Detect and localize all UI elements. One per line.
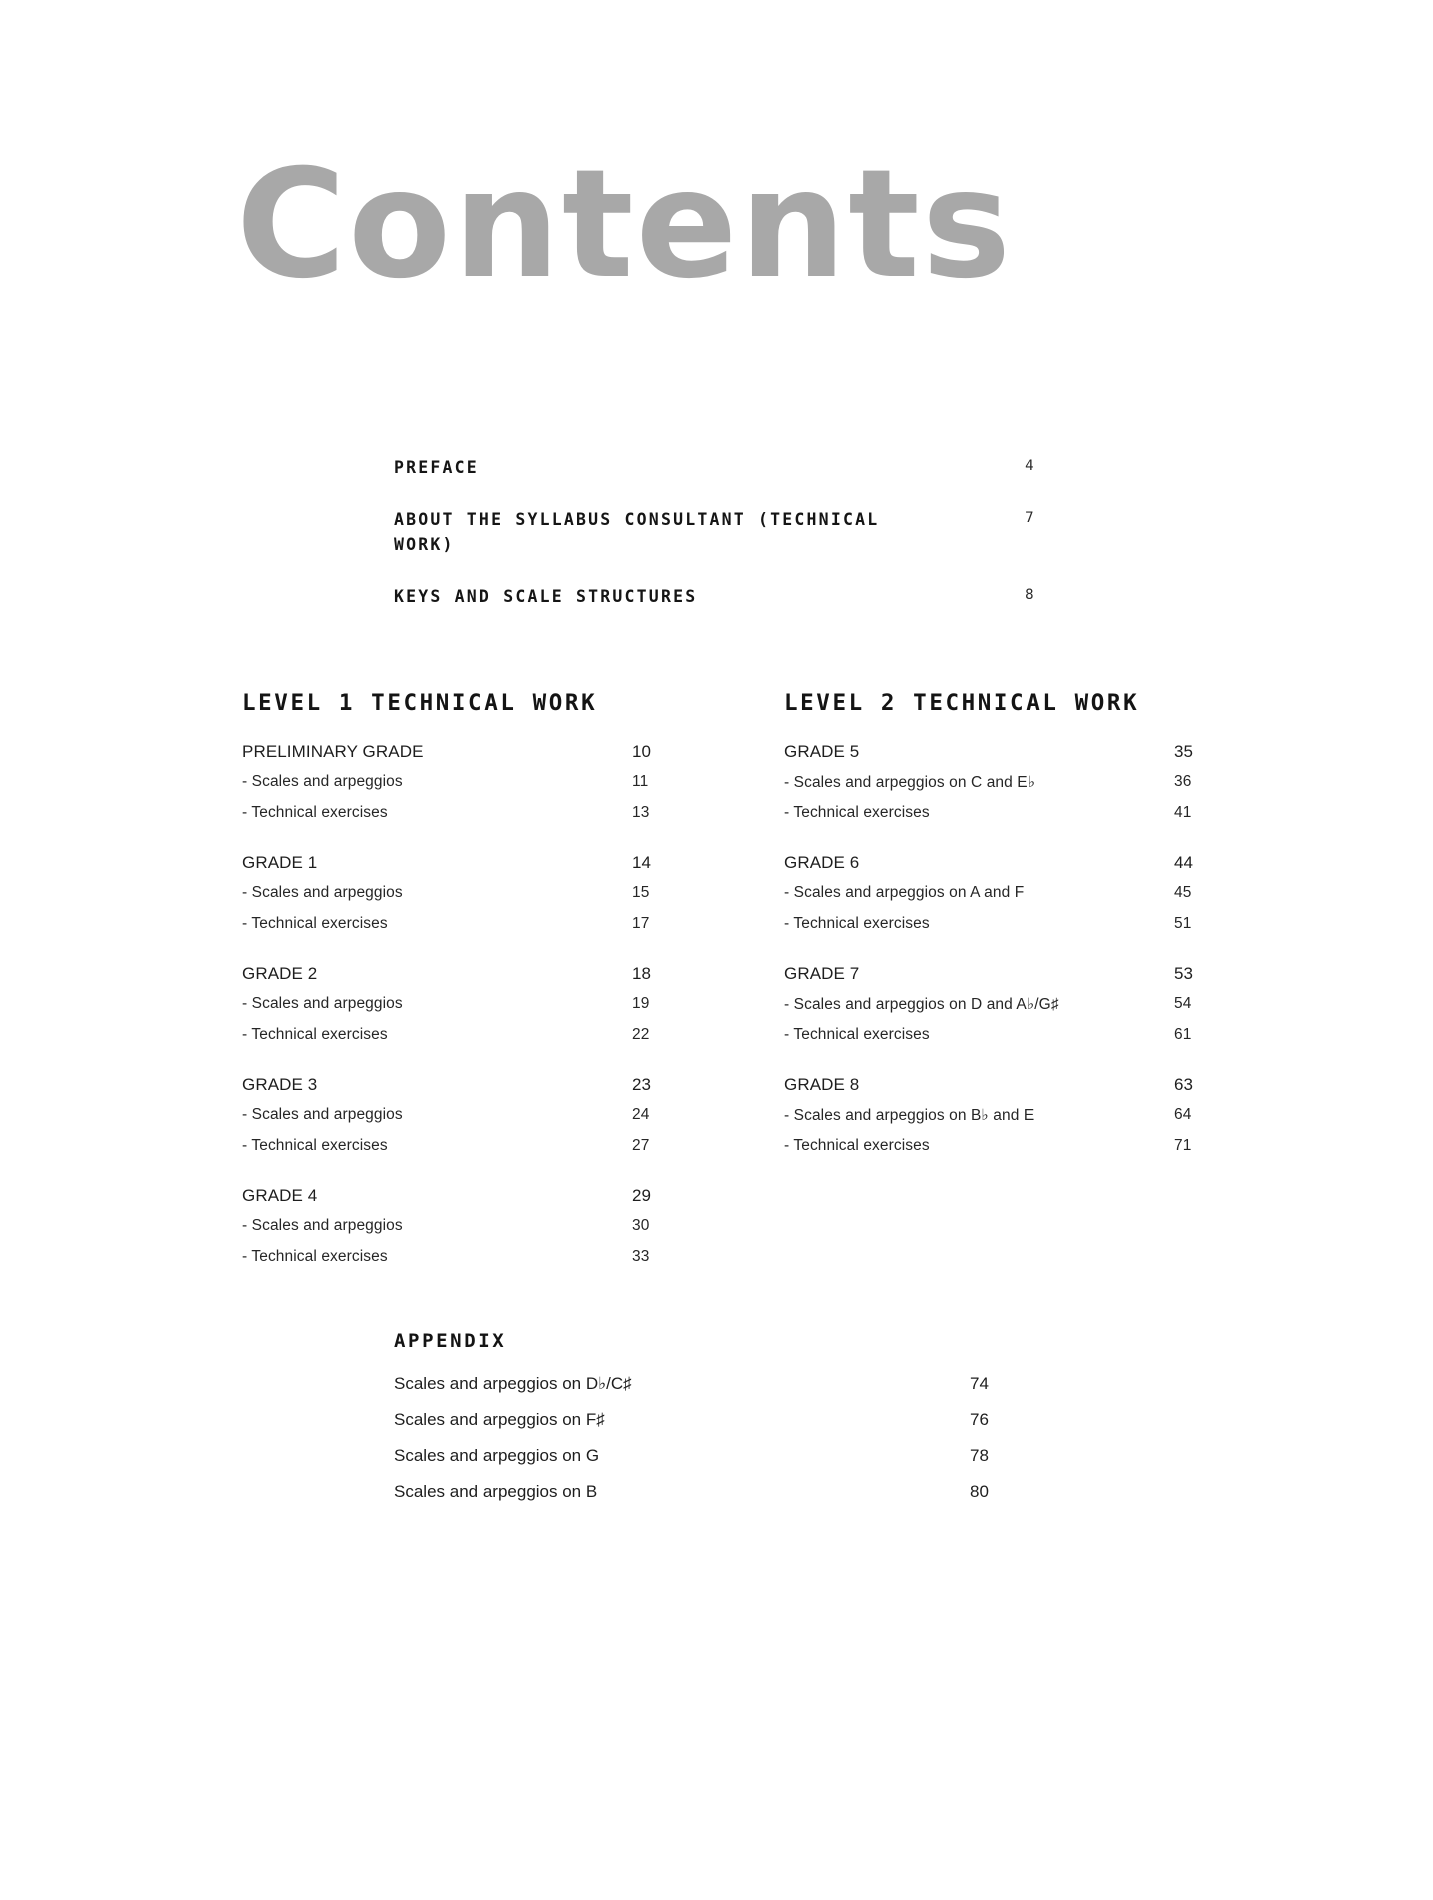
appendix-entry[interactable] <box>394 1446 1034 1482</box>
front-matter-row[interactable] <box>394 455 1034 481</box>
toc-entry-page: 10 <box>632 742 652 761</box>
toc-subentry-label: - Scales and arpeggios <box>242 884 403 901</box>
column-heading: LEVEL 1 TECHNICAL WORK <box>242 690 598 716</box>
toc-subentry-page: 15 <box>632 884 650 901</box>
toc-entry[interactable] <box>784 853 1204 884</box>
toc-subentry-page: 51 <box>1174 915 1192 932</box>
toc-subentry-label: - Scales and arpeggios <box>242 995 403 1012</box>
appendix-entry-label: Scales and arpeggios on F♯ <box>394 1410 605 1429</box>
page-title: Contents <box>236 138 1014 312</box>
toc-subentry[interactable] <box>242 995 662 1026</box>
toc-subentry-page: 17 <box>632 915 650 932</box>
toc-entry[interactable] <box>242 742 662 773</box>
toc-subentry[interactable] <box>784 1106 1204 1137</box>
toc-entry-label: GRADE 8 <box>784 1075 860 1094</box>
appendix-entry-page: 76 <box>970 1410 989 1429</box>
toc-group <box>784 964 1204 1057</box>
appendix-entry-page: 80 <box>970 1482 989 1501</box>
appendix-entry-label: Scales and arpeggios on D♭/C♯ <box>394 1374 632 1393</box>
toc-entry-page: 44 <box>1174 853 1194 872</box>
appendix-entry-page: 78 <box>970 1446 989 1465</box>
toc-subentry-page: 22 <box>632 1026 650 1043</box>
toc-subentry[interactable] <box>784 1137 1204 1168</box>
toc-entry-label: GRADE 1 <box>242 853 318 872</box>
toc-entry-label: GRADE 4 <box>242 1186 318 1205</box>
toc-entry-label: PRELIMINARY GRADE <box>242 742 424 761</box>
toc-entry[interactable] <box>784 964 1204 995</box>
appendix-entry[interactable] <box>394 1410 1034 1446</box>
toc-subentry-page: 24 <box>632 1106 650 1123</box>
toc-entry[interactable] <box>784 1075 1204 1106</box>
toc-subentry-page: 54 <box>1174 995 1192 1012</box>
column-level-2 <box>784 690 1204 1186</box>
front-matter-page-number: 8 <box>1025 586 1034 603</box>
toc-subentry[interactable] <box>784 773 1204 804</box>
toc-subentry[interactable] <box>784 884 1204 915</box>
column-level-1 <box>242 690 662 1297</box>
toc-subentry-label: - Technical exercises <box>784 915 930 932</box>
toc-entry[interactable] <box>242 1186 662 1217</box>
toc-subentry[interactable] <box>242 915 662 946</box>
toc-entry-label: GRADE 6 <box>784 853 860 872</box>
toc-entry-page: 18 <box>632 964 652 983</box>
appendix-entry-page: 74 <box>970 1374 989 1393</box>
toc-subentry[interactable] <box>784 915 1204 946</box>
toc-subentry[interactable] <box>784 1026 1204 1057</box>
toc-group <box>242 742 662 835</box>
toc-subentry[interactable] <box>784 804 1204 835</box>
toc-subentry-label: - Scales and arpeggios <box>242 1106 403 1123</box>
toc-subentry-page: 36 <box>1174 773 1192 790</box>
toc-entry-page: 35 <box>1174 742 1194 761</box>
toc-subentry-label: - Technical exercises <box>242 915 388 932</box>
appendix-section <box>394 1330 1034 1518</box>
toc-entry-label: GRADE 5 <box>784 742 860 761</box>
toc-entry-page: 23 <box>632 1075 652 1094</box>
appendix-entry-label: Scales and arpeggios on G <box>394 1446 600 1465</box>
toc-entry-label: GRADE 7 <box>784 964 860 983</box>
toc-group <box>784 742 1204 835</box>
toc-subentry-page: 41 <box>1174 804 1192 821</box>
toc-subentry[interactable] <box>242 1217 662 1248</box>
front-matter-label: ABOUT THE SYLLABUS CONSULTANT (TECHNICAL WORK) <box>394 509 880 555</box>
toc-subentry-page: 61 <box>1174 1026 1192 1043</box>
toc-entry-page: 63 <box>1174 1075 1194 1094</box>
front-matter-list <box>394 455 1034 635</box>
toc-entry-page: 53 <box>1174 964 1194 983</box>
toc-subentry[interactable] <box>242 1248 662 1279</box>
toc-subentry-page: 27 <box>632 1137 650 1154</box>
toc-subentry[interactable] <box>242 804 662 835</box>
front-matter-page-number: 7 <box>1025 509 1034 526</box>
toc-entry[interactable] <box>242 853 662 884</box>
toc-group <box>242 853 662 946</box>
toc-subentry[interactable] <box>784 995 1204 1026</box>
toc-subentry-label: - Scales and arpeggios on C and E♭ <box>784 774 1036 791</box>
column-heading: LEVEL 2 TECHNICAL WORK <box>784 690 1140 716</box>
toc-subentry-label: - Scales and arpeggios on D and A♭/G♯ <box>784 996 1059 1013</box>
toc-group <box>242 964 662 1057</box>
toc-subentry-label: - Technical exercises <box>242 1248 388 1265</box>
toc-entry-page: 14 <box>632 853 652 872</box>
appendix-entry[interactable] <box>394 1482 1034 1518</box>
toc-subentry-label: - Technical exercises <box>784 1026 930 1043</box>
toc-subentry-label: - Technical exercises <box>784 1137 930 1154</box>
toc-group <box>784 1075 1204 1168</box>
toc-subentry-page: 64 <box>1174 1106 1192 1123</box>
toc-group <box>242 1075 662 1168</box>
toc-entry[interactable] <box>242 964 662 995</box>
toc-entry[interactable] <box>242 1075 662 1106</box>
toc-subentry-label: - Scales and arpeggios <box>242 1217 403 1234</box>
toc-subentry-label: - Scales and arpeggios <box>242 773 403 790</box>
toc-subentry-label: - Technical exercises <box>242 1137 388 1154</box>
toc-subentry-label: - Scales and arpeggios on A and F <box>784 884 1025 901</box>
toc-subentry-page: 71 <box>1174 1137 1192 1154</box>
toc-subentry[interactable] <box>242 884 662 915</box>
toc-entry-page: 29 <box>632 1186 652 1205</box>
toc-subentry-page: 33 <box>632 1248 650 1265</box>
front-matter-label: KEYS AND SCALE STRUCTURES <box>394 586 698 606</box>
toc-entry[interactable] <box>784 742 1204 773</box>
toc-group <box>784 853 1204 946</box>
toc-subentry-label: - Technical exercises <box>784 804 930 821</box>
front-matter-label: PREFACE <box>394 458 479 477</box>
toc-subentry-page: 30 <box>632 1217 650 1234</box>
toc-subentry-page: 13 <box>632 804 650 821</box>
toc-subentry-page: 11 <box>632 773 649 790</box>
toc-subentry[interactable] <box>242 1137 662 1168</box>
toc-group <box>242 1186 662 1279</box>
toc-subentry-label: - Technical exercises <box>242 1026 388 1043</box>
toc-subentry[interactable] <box>242 1026 662 1057</box>
toc-subentry-page: 19 <box>632 995 650 1012</box>
toc-entry-label: GRADE 2 <box>242 964 318 983</box>
toc-subentry-label: - Technical exercises <box>242 804 388 821</box>
front-matter-row[interactable] <box>394 584 1034 610</box>
appendix-heading: APPENDIX <box>394 1330 507 1352</box>
toc-subentry[interactable] <box>242 1106 662 1137</box>
appendix-entry[interactable] <box>394 1374 1034 1410</box>
front-matter-row[interactable] <box>394 507 1034 558</box>
toc-entry-label: GRADE 3 <box>242 1075 318 1094</box>
toc-subentry-page: 45 <box>1174 884 1192 901</box>
toc-subentry-label: - Scales and arpeggios on B♭ and E <box>784 1107 1035 1124</box>
front-matter-page-number: 4 <box>1025 458 1034 474</box>
toc-subentry[interactable] <box>242 773 662 804</box>
appendix-entry-label: Scales and arpeggios on B <box>394 1482 598 1501</box>
